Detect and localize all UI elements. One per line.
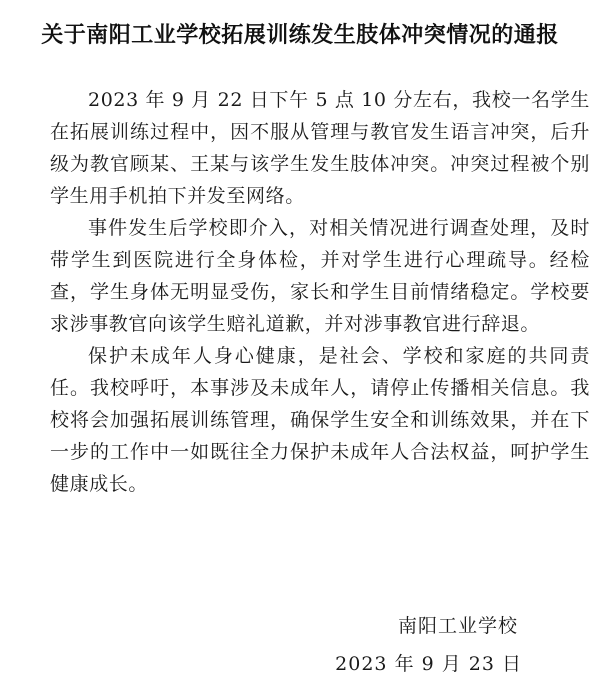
paragraph-appeal: 保护未成年人身心健康，是社会、学校和家庭的共同责任。我校呼吁，本事涉及未成年人，请停止传播相关信息。我校将会加强拓展训练管理，确保学生安全和训练效果，并在下一步的工作中一如既往全力保护未成年人合法权益，呵护学生健康成长。 [50, 345, 590, 495]
notice-title: 关于南阳工业学校拓展训练发生肢体冲突情况的通报 [41, 22, 559, 48]
notice-body [50, 84, 590, 500]
signature-date: 2023 年 9 月 23 日 [335, 653, 522, 675]
paragraph-response: 事件发生后学校即介入，对相关情况进行调查处理，及时带学生到医院进行全身体检，并对学生进行心理疏导。经检查，学生身体无明显受伤，家长和学生目前情绪稳定。学校要求涉事教官向该学生赔礼道歉，并对涉事教官进行辞退。 [50, 217, 590, 335]
paragraph-incident: 2023 年 9 月 22 日下午 5 点 10 分左右，我校一名学生在拓展训练过程中，因不服从管理与教官发生语言冲突，后升级为教官顾某、王某与该学生发生肢体冲突。冲突过程被个别学生用手机拍下并发至网络。 [50, 89, 590, 207]
signature-school: 南阳工业学校 [397, 615, 518, 637]
